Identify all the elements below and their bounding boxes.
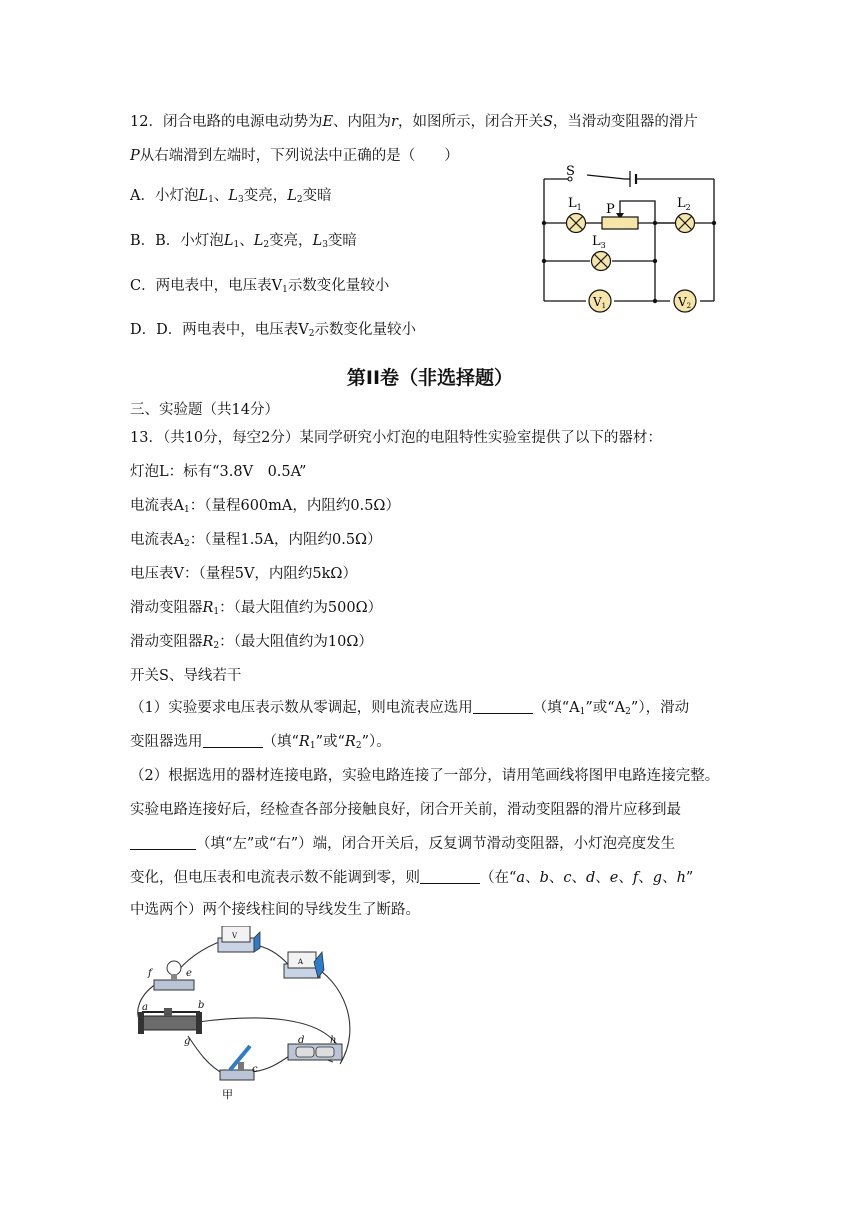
q12-option-d: D．D．两电表中，电压表$V_2$示数变化量较小 <box>130 322 416 339</box>
q13-part2-line5: 中选两个）两个接线柱间的导线发生了断路。 <box>130 902 420 918</box>
q13-item-switch: 开关S、导线若干 <box>130 668 242 684</box>
terminal-f: f <box>148 968 152 979</box>
q12-line1: 12．闭合电路的电源电动势为E、内阻为r，如图所示，闭合开关S，当滑动变阻器的滑片 <box>130 114 698 130</box>
section-title: 第II卷（非选择题） <box>346 367 514 389</box>
terminal-c: c <box>252 1064 258 1075</box>
q12-line2: P从右端滑到左端时，下列说法中正确的是（ ） <box>130 148 459 164</box>
q12-option-b: B．B．小灯泡$L_1$、$L_2$变亮，$L_3$变暗 <box>130 233 357 250</box>
q13-part1-line2: 变阻器选用 （填“$R_1$”或“$R_2$”）。 <box>130 734 391 751</box>
q13-item-ammeter-1: 电流表$A_1$：（量程600mA，内阻约0.5Ω） <box>130 498 400 515</box>
apparatus-figure <box>128 926 368 1102</box>
terminal-g: g <box>184 1036 191 1047</box>
figure-caption: 甲 <box>222 1088 233 1101</box>
terminal-d: d <box>298 1035 305 1046</box>
q13-item-bulb: 灯泡L：标有“3.8V 0.5A” <box>130 464 307 480</box>
q13-item-ammeter-2: 电流表$A_2$：（量程1.5A，内阻约0.5Ω） <box>130 532 382 549</box>
q13-part2-line2: 实验电路连接好后，经检查各部分接触良好，闭合开关前，滑动变阻器的滑片应移到最 <box>130 802 681 818</box>
q13-intro: 13．（共10分，每空2分）某同学研究小灯泡的电阻特性实验室提供了以下的器材： <box>130 430 662 446</box>
q13-item-rheostat-1: 滑动变阻器$R_1$：（最大阻值约为500Ω） <box>130 600 383 617</box>
meter-v-label: V <box>232 932 238 940</box>
circuit-label-l3: $L_3$ <box>592 234 606 250</box>
circuit-label-s: S <box>566 165 575 179</box>
section-3-heading: 三、实验题（共14分） <box>130 402 279 418</box>
q13-part2-line4: 变化，但电压表和电流表示数不能调到零，则 （在“a、b、c、d、e、f、g、h” <box>130 870 694 886</box>
circuit-diagram <box>530 165 730 315</box>
terminal-a: a <box>142 1002 148 1013</box>
meter-a-label: A <box>298 958 304 966</box>
answer-blank[interactable] <box>473 699 533 714</box>
q13-item-voltmeter: 电压表V：（量程5V，内阻约5kΩ） <box>130 566 357 582</box>
circuit-label-p: P <box>606 202 615 217</box>
q13-part1-line1: （1）实验要求电压表示数从零调起，则电流表应选用 （填“$A_1$”或“$A_2$”），滑动 <box>130 700 690 717</box>
circuit-label-l2: $L_2$ <box>677 196 691 212</box>
q12-option-a: A．小灯泡$L_1$、$L_3$变亮，$L_2$变暗 <box>130 188 332 205</box>
terminal-b: b <box>198 1000 205 1011</box>
q13-item-rheostat-2: 滑动变阻器$R_2$：（最大阻值约为10Ω） <box>130 634 373 651</box>
q12-option-c: C．两电表中，电压表$V_1$示数变化量较小 <box>130 278 390 295</box>
circuit-label-l1: $L_1$ <box>568 196 582 212</box>
answer-blank[interactable] <box>130 835 196 850</box>
answer-blank[interactable] <box>420 869 480 884</box>
terminal-e: e <box>186 968 192 979</box>
q13-part2-line3: （填“左”或“右”）端，闭合开关后，反复调节滑动变阻器，小灯泡亮度发生 <box>130 834 675 854</box>
circuit-label-v1: V1 <box>593 295 607 310</box>
q13-part2-line1: （2）根据选用的器材连接电路，实验电路连接了一部分，请用笔画线将图甲电路连接完整。 <box>130 768 720 784</box>
answer-blank[interactable] <box>203 733 263 748</box>
terminal-h: h <box>330 1035 337 1046</box>
circuit-label-v2: V2 <box>678 295 692 310</box>
